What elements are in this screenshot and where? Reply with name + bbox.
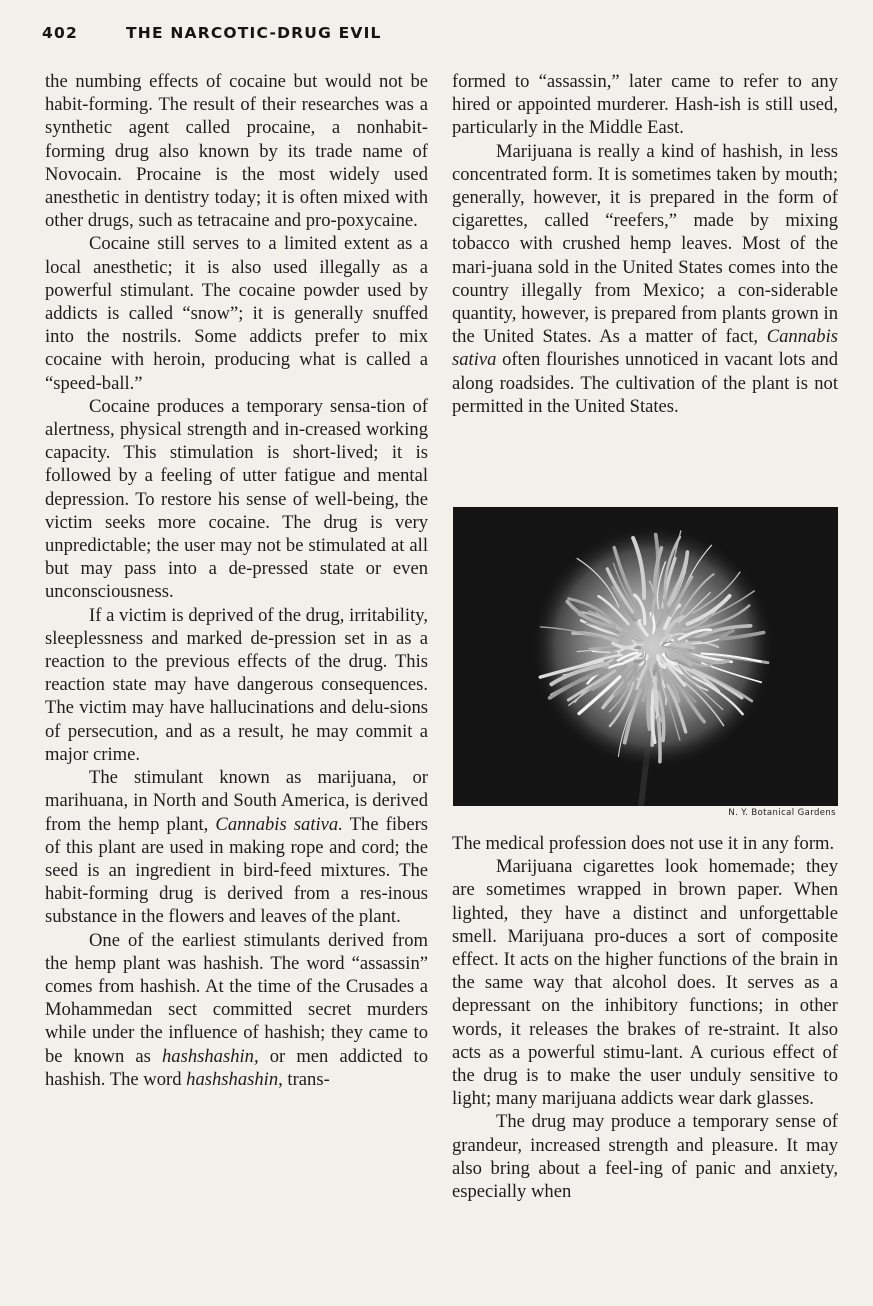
paragraph: formed to “assassin,” later came to refer to any hired or appointed murderer. Hash-ish is still used, particularly in the Middle East. <box>452 71 838 139</box>
text-run: One of the earliest stimulants derived from the hemp plant was hashish. The word “assassin” comes from hashish. At the time of the Crusades a Mohammedan sect committed secret murders while under the influence of hashish; they came to be known as <box>45 929 428 1067</box>
text-run: The fibers of this plant are used in making rope and cord; the seed is an ingredient in bird-feed mixtures. The habit-forming drug is derived from a res-inous substance in the flowers and leaves of the plant. <box>45 813 429 928</box>
photo-credit: N. Y. Botanical Gardens <box>728 808 836 818</box>
paragraph: The medical profession does not use it in any form. <box>452 833 835 854</box>
text-run: Marijuana is really a kind of hashish, in less concentrated form. It is sometimes taken by mouth; generally, however, it is prepared in the form of cigarettes, called “reefers,” made by mixing tobacco with crushed hemp leaves. Most of the mari-juana sold in the United States comes into the country illegally from Mexico; a con-siderable quantity, however, is prepared from plants grown in the United States. As a matter of fact, <box>452 140 838 348</box>
text-run: trans- <box>282 1068 330 1090</box>
paragraph: the numbing effects of cocaine but would not be habit-forming. The result of their researches was a synthetic agent called procaine, a nonhabit-forming drug also known by its trade name of Novocain. Procaine is the most widely used anesthetic in dentistry today; it is often mixed with other drugs, such as tetracaine and pro-poxycaine. <box>45 71 428 232</box>
text-run: often flourishes unnoticed in vacant lots and along roadsides. The cultivation of the plant is not permitted in the United States. <box>452 349 838 417</box>
paragraph: The drug may produce a temporary sense of grandeur, increased strength and pleasure. It may also bring about a feel-ing of panic and anxiety, especially when <box>452 1111 838 1203</box>
text-run: or men addicted to hashish. The word <box>45 1045 428 1090</box>
paragraph: Marijuana cigarettes look homemade; they are sometimes wrapped in brown paper. When lighted, they have a distinct and unforgettable smell. Marijuana pro-duces a sort of composite effect. It acts on the higher functions of the brain in the same way that alcohol does. It serves as a depressant on the inhibitory functions; in other words, it releases the brakes of re-straint. It also acts as a powerful stimu-lant. A curious effect of the drug is to make the user unduly sensitive to light; many marijuana addicts wear dark glasses. <box>452 856 838 1110</box>
italic-term: Cannabis sativa. <box>215 813 343 835</box>
right-column-bottom <box>452 832 838 1203</box>
running-title: THE NARCOTIC-DRUG EVIL <box>126 24 382 42</box>
italic-term: hashshashin, <box>162 1045 259 1067</box>
paragraph: Cocaine produces a temporary sensa-tion of alertness, physical strength and in-creased working capacity. This stimulation is short-lived; it is followed by a feeling of utter fatigue and mental depression. To restore his sense of well-being, the victim seeks more cocaine. The drug is very unpredictable; the user may not be stimulated at all but may pass into a de-pressed state or even unconsciousness. <box>45 395 428 603</box>
paragraph <box>452 140 838 418</box>
page-number: 402 <box>42 24 78 42</box>
paragraph <box>45 929 428 1091</box>
paragraph: If a victim is deprived of the drug, irritability, sleeplessness and marked de-pression set in as a reaction to the previous effects of the drug. This reaction state may have dangerous consequences. The victim may have hallucinations and delu-sions of persecution, and as a result, he may commit a major crime. <box>45 604 428 765</box>
hemp-flower-photo <box>453 507 838 806</box>
running-head <box>42 24 382 42</box>
paragraph: Cocaine still serves to a limited extent as a local anesthetic; it is also used illegally as a powerful stimulant. The cocaine powder used by addicts is called “snow”; it is generally snuffed into the nostrils. Some addicts prefer to mix cocaine with heroin, producing what is called a “speed-ball.” <box>45 233 428 394</box>
left-column <box>45 70 428 1091</box>
italic-term: hashshashin, <box>186 1068 283 1090</box>
text-run: The stimulant known as marijuana, or marihuana, in North and South America, is derived from the hemp plant, <box>45 767 428 835</box>
paragraph <box>45 766 428 928</box>
right-column-top <box>452 70 838 418</box>
flower-image <box>453 507 838 806</box>
italic-term: Cannabis sativa <box>452 326 838 371</box>
